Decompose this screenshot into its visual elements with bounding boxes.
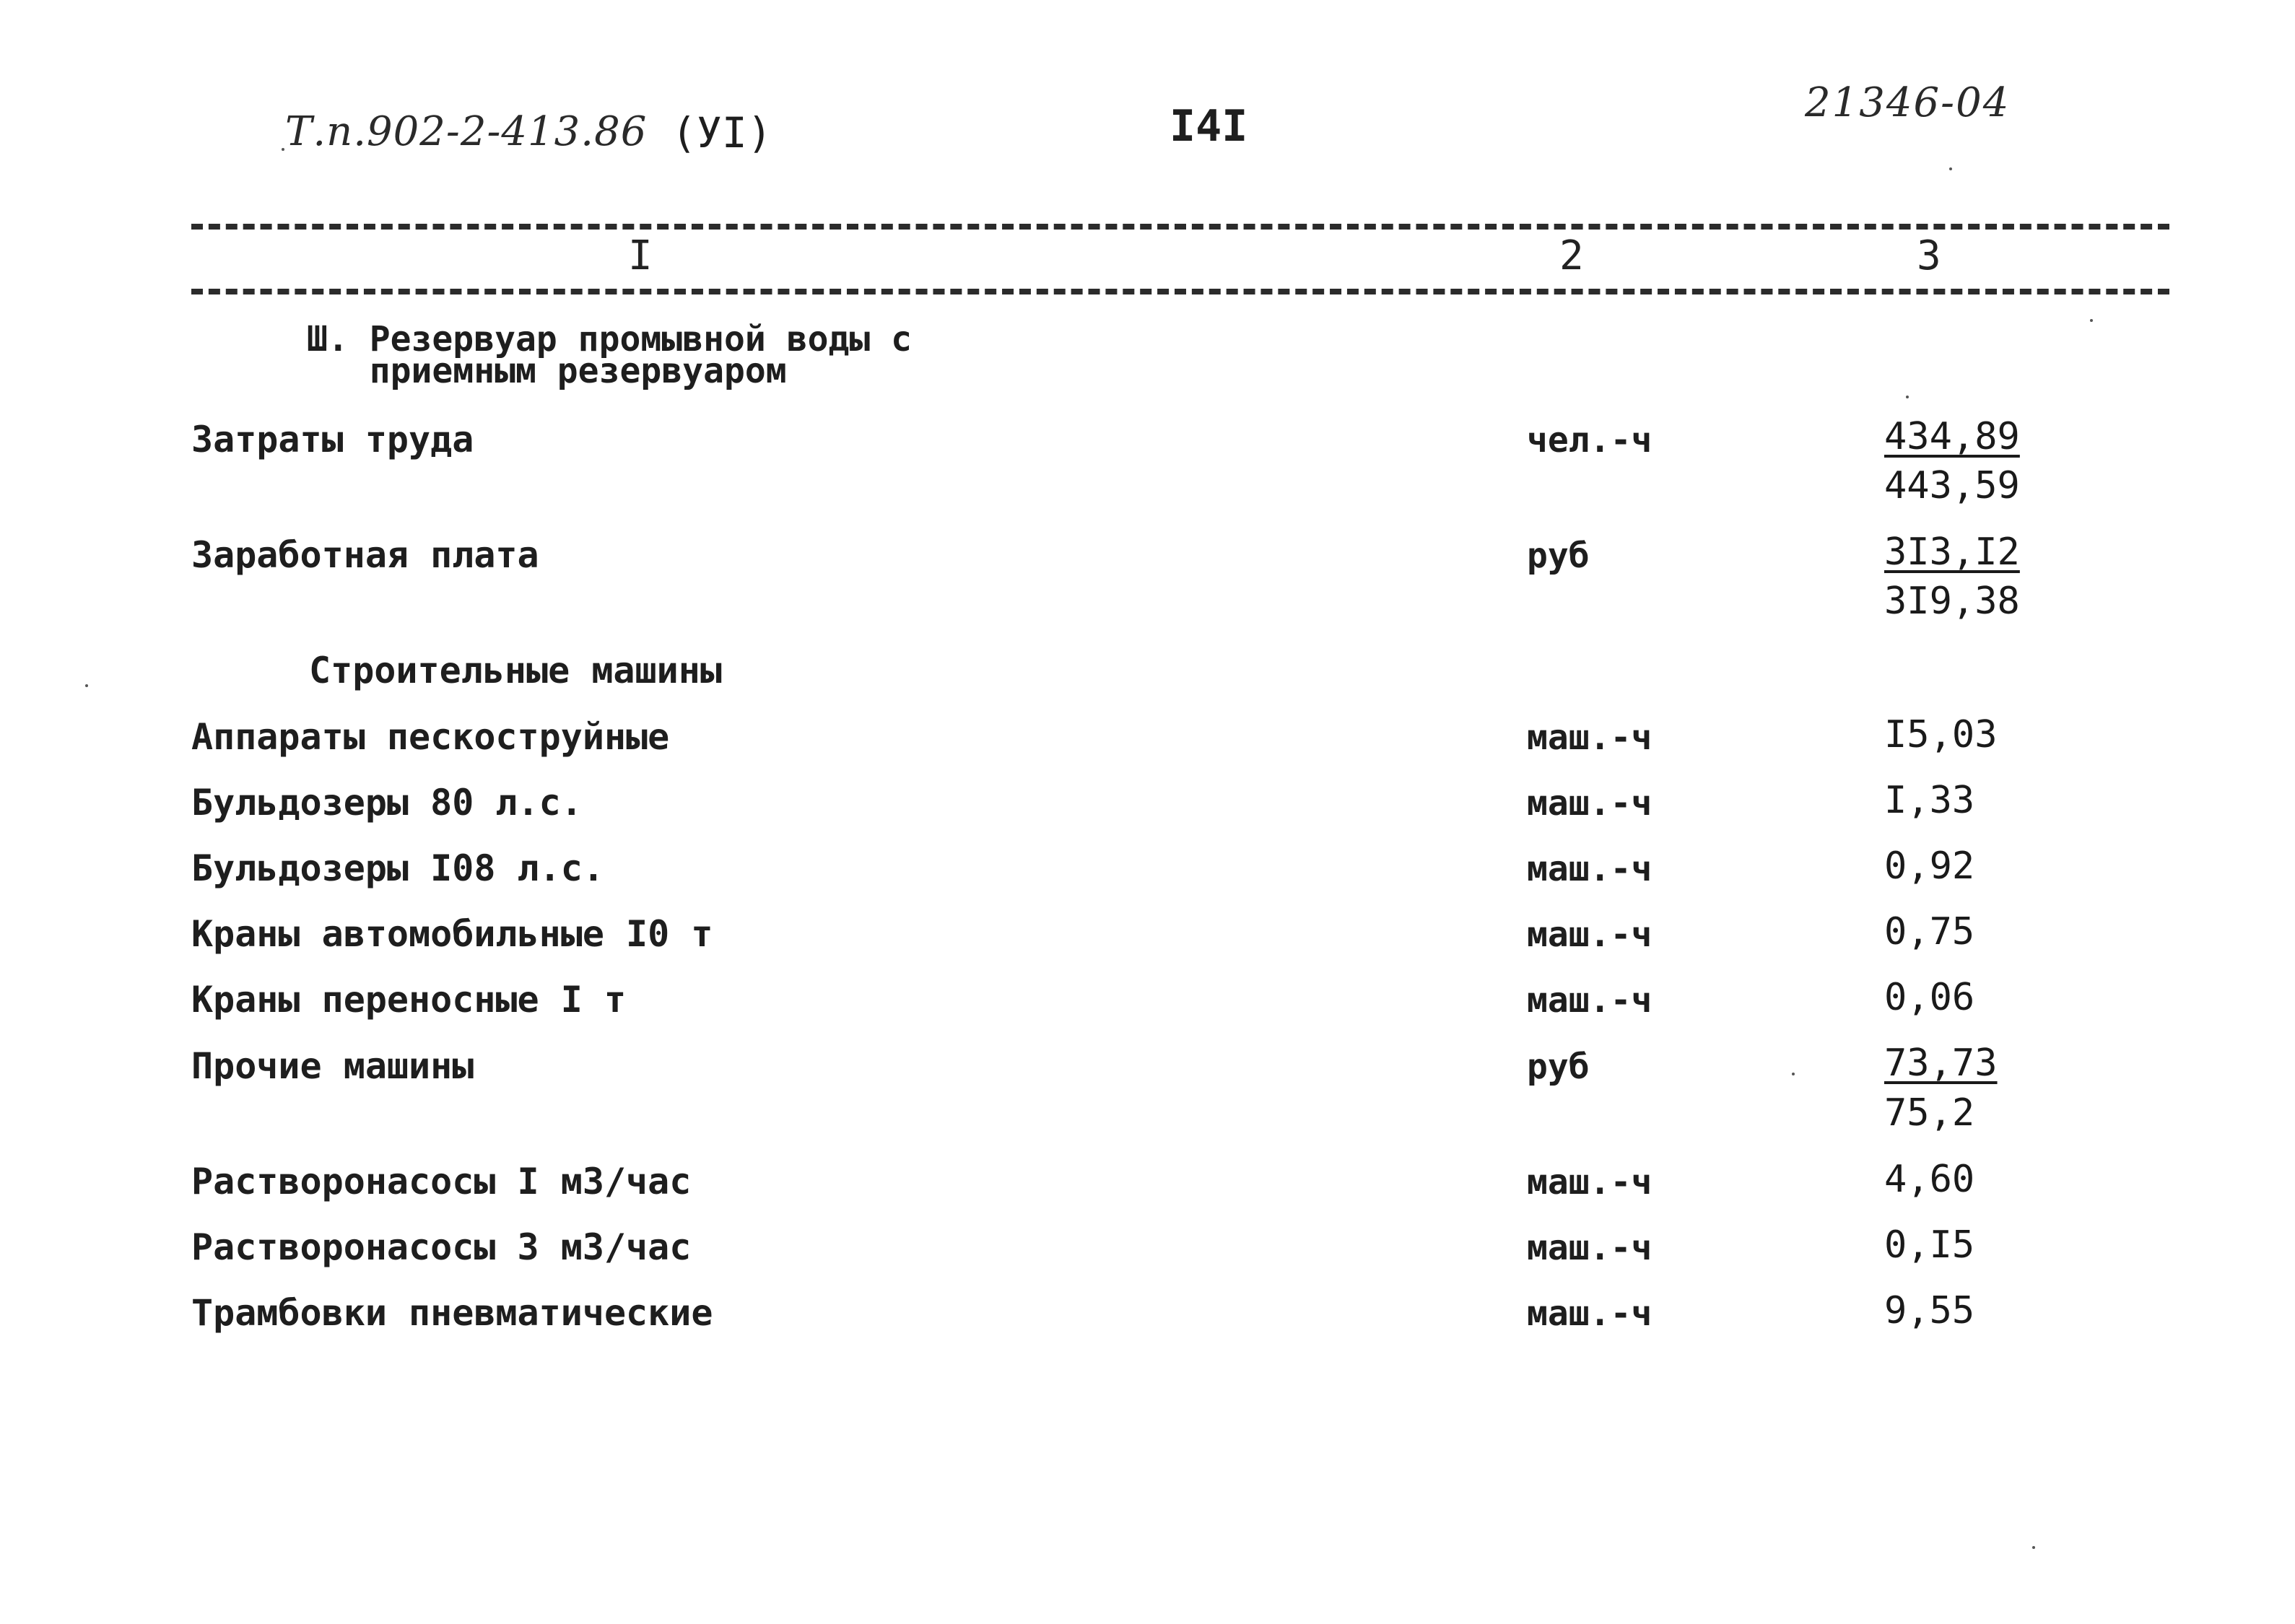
table-row-name: Трамбовки пневматические [191, 1292, 713, 1334]
column-header-3: 3 [1917, 232, 1941, 279]
table-row-value: 4,60 [1884, 1158, 1975, 1201]
subsection-title: Строительные машины [309, 650, 722, 691]
section-title-line-2: приемным резервуаром [307, 351, 787, 391]
table-row-unit: маш.-ч [1527, 717, 1652, 758]
column-header-2: 2 [1559, 232, 1584, 279]
sheet-variant: (УI) [671, 108, 772, 157]
table-row-name: Краны автомобильные I0 т [191, 913, 713, 955]
table-row-name: Краны переносные I т [191, 979, 627, 1021]
section-title-line-1: Ш. Резервуар промывной воды с [307, 319, 913, 359]
scan-speck [282, 148, 284, 151]
scan-speck [2032, 1546, 2035, 1549]
scan-speck [2090, 319, 2093, 322]
table-row-value-2: 3I9,38 [1884, 580, 2020, 623]
scan-speck [1949, 167, 1952, 170]
table-row-name: Затраты труда [191, 419, 474, 460]
table-row-name: Аппараты пескоструйные [191, 716, 670, 758]
table-row-name: Растворонасосы 3 м3/час [191, 1226, 692, 1268]
table-row-unit: маш.-ч [1527, 849, 1652, 889]
table-row-value: I5,03 [1884, 713, 1998, 756]
section-title [307, 319, 913, 391]
scan-speck [1906, 396, 1909, 398]
document-code: Т.п.902-2-413.86 [285, 108, 648, 155]
table-row-name: Растворонасосы I м3/час [191, 1161, 692, 1202]
table-header-rule [191, 289, 2169, 294]
table-row-value: 0,75 [1884, 910, 1975, 953]
table-row-name: Бульдозеры I08 л.с. [191, 847, 604, 889]
table-row-unit: чел.-ч [1527, 420, 1652, 460]
table-row-name: Бульдозеры 80 л.с. [191, 782, 583, 824]
table-row-value-2: 75,2 [1884, 1091, 1975, 1135]
table-row-value: 3I3,I2 [1884, 531, 2020, 574]
table-row-unit: руб [1527, 536, 1590, 576]
table-row-value: I,33 [1884, 779, 1975, 822]
table-row-value: 434,89 [1884, 415, 2020, 458]
table-row-value: 9,55 [1884, 1289, 1975, 1332]
table-row-value: 0,92 [1884, 844, 1975, 888]
table-row-unit: маш.-ч [1527, 914, 1652, 955]
scan-speck [85, 684, 88, 687]
table-row-value-2: 443,59 [1884, 464, 2020, 507]
table-top-rule [191, 224, 2169, 230]
column-header-1: I [628, 232, 653, 279]
table-row-unit: маш.-ч [1527, 1228, 1652, 1268]
table-row-value: 73,73 [1884, 1042, 1998, 1085]
table-row-unit: маш.-ч [1527, 783, 1652, 824]
table-row-unit: маш.-ч [1527, 980, 1652, 1021]
table-row-unit: маш.-ч [1527, 1293, 1652, 1334]
table-row-name: Заработная плата [191, 534, 539, 576]
table-row-value: 0,06 [1884, 976, 1975, 1019]
scan-speck [1792, 1073, 1795, 1075]
table-row-unit: маш.-ч [1527, 1162, 1652, 1202]
table-row-unit: руб [1527, 1047, 1590, 1087]
table-row-value: 0,I5 [1884, 1223, 1975, 1267]
page-number: I4I [1170, 101, 1248, 152]
table-row-name: Прочие машины [191, 1045, 474, 1087]
archive-number: 21346-04 [1805, 79, 2011, 126]
